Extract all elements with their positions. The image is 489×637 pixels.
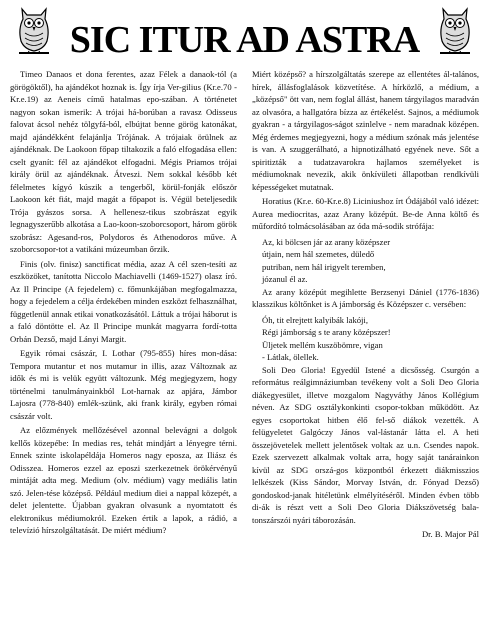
poem-line: Régi jámborság s te arany középszer!	[262, 327, 391, 337]
article-title: SIC ITUR AD ASTRA	[69, 19, 420, 61]
left-column	[10, 68, 237, 539]
paragraph: Egyik római császár, I. Lothar (795-855) híres mon-dása: Tempora mutantur et nos mutamur in illis, azaz Változnak az idők és mi is velük együtt változunk. Még megjegyzem, hogy történelmi tanulmányainkból Lot-harnak az apjára, Jámbor Lajosra (778-840) emlék-szünk, aki frank király, egyben római császár volt.	[10, 348, 237, 421]
poem-line: - Látlak, ölellek.	[262, 352, 319, 362]
poem-line: útjain, nem hál szemetes, düledő	[262, 249, 375, 259]
poem-line: Az, ki bölcsen jár az arany középszer	[262, 236, 391, 247]
paragraph: Az előzmények mellőzésével azonnal belevágni a dolgok kellős közepébe: In medias res, tehát mindjárt a lényegre térni. Ennek szinte iskolapéldája Homeros nagy eposza, az Iliász és Odisszea. Homeros ezzel az eposzi szerkezetnek örökérvényű mintáját adta meg. Medium (olv. médium) vagy mediális latin szó. Jelen-tése középső. Például medium diei a nappal közepét, a delet jelentette. Újabban gyakran olvasunk a nyomtatott és elektronikus médiumokról. Ezeken értik a lapok, a rádió, a televízió hírszolgáltatását. De miért médium?	[10, 425, 237, 535]
poem-line: Óh, tit elrejtett kalyibák lakóji,	[262, 314, 368, 325]
paragraph: Soli Deo Gloria! Egyedül Istené a dicsősség. Csurgón a református reálgimnáziumban tevékeny volt a Soli Deo Gloria diákegyesület, illetve mozgalom Nagyváthy János Kollégium néven. Az SDG osztálykonkinti csopor-tokban működött. Az egyes csoportokat hitben élő fel-ső diákok vezették. A felügyeletet Galgóczy János val-lástanár látta el. A heti összejövetelek mellett jelentősek voltak az u.n. Csendes napok. Ezek szervezett alkalmak voltak arra, hogy saját tanárainkon kívül az SDG orszá-gos központból érkezett diákmisszios lelkészek (Kiss Sándor, Morvay István, dr. Fónyad Dezső) gondoskod-janak hitéletünk elmélyítéséről. Minden évben több di-ák is részt vett a Soli Deo Gloria Diákszövetség bala-tonszárszói nyári táborozásán.	[252, 364, 479, 525]
author-signature: Dr. B. Major Pál	[421, 529, 479, 539]
paragraph: Miért középső? a hírszolgáltatás szerepe az ellentétes ál-talános, hírek, állásfoglalások közvetítése. A hírközlő, a médium, a „középső" ött van, nem foglal állást, hanem tárgyilagos maradván az olvasóra, a hallgatóra bízza az értékelést. Sajnos, a médiumok gyakran - a tárgyilagos-ságot szinlelve - nem maradnak középen. Még érdemes megjegyezni, hogy a médium szónak más jelentése is van. A szuggerálható, a hipnotizálható egyének neve. Sőt a spiritizták a tudatzavarokra hajlamos személyeket is médiumoknak nevezik, akik önkívületi állapotban rendkívüli képességeket mutatnak.	[252, 69, 479, 192]
paragraph: Finis (olv. finisz) sanctificat média, azaz A cél szen-tesíti az eszközöket, tanította Niccolo Machiavelli (1469-1527) olasz író. Az Il Principe (A fejedelem) c. főmunkájában megfogalmazza, hogy a fejedelem a célja érdekében minden eszközt felhasználhat, függetlenül annak etikai vonatkozásától. Láttuk a trójai háborut is a faló döntötte el. Az Il Principe munkát magyarra fordí-totta Orbán Dezső, majd Lányi Margit.	[10, 258, 237, 344]
paragraph: Timeo Danaos et dona ferentes, azaz Félek a danaok-tól (a görögöktől), ha ajándékot hoznak is. Így írja Ver-gilius (Kr.e.70 - Kr.e.19) az Aeneis című hatalmas epo-szában. A történetet nagyon sokan ismerik: A trójai há-borúban a ravasz Odisseus falovat ácsol nehéz tölgyfá-ból, elbújtat benne görög katonákat, majd ajándékként felajánlja Trójának. A trójaiak örülnek az ajándéknak. De Laokoon főpap tiltakozik a faló elfogadása ellen: cselt gyanít: fél az ajándékot elfogadni. Mégis Priamos trójai király örül az ajándéknak. Átveszi. Nem sokkal később két félelmetes kígyó kúszik a tengerből, körül-fonják először Laokoon két fiát, majd magát a főpapot is. Végül beteljesedik Trója gyászos sorsa. A hellenesz-tikus szobrászat egyik legnagyszerűbb alkotása a Lao-koon-szoborcsoport, három görök szobrász: Agesand-ros, Polydoros és Athenodoros műve. A szoborcsopor-tot a vatikáni múzeumban őrzik.	[10, 69, 237, 254]
right-column	[252, 68, 479, 543]
paragraph: Horatius (Kr.e. 60-Kr.e.8) Liciniushoz írt Ódájából való idézet: Aurea mediocritas, azaz Arany középút. Be-de Anna költő és műfordító tolmácsolásában az óda má-sodik strófája:	[252, 196, 479, 231]
poem-line: putriban, nem hál irigyelt teremben,	[262, 261, 386, 272]
paragraph: Az arany középút megihlette Berzsenyi Dániel (1776-1836) klasszikus költőnket is A jámborság és Középszer c. versében:	[252, 286, 479, 309]
poem-line: józanul él az.	[262, 274, 308, 284]
poem-line: Üljetek mellém kuszöbömre, vigan	[262, 339, 383, 350]
